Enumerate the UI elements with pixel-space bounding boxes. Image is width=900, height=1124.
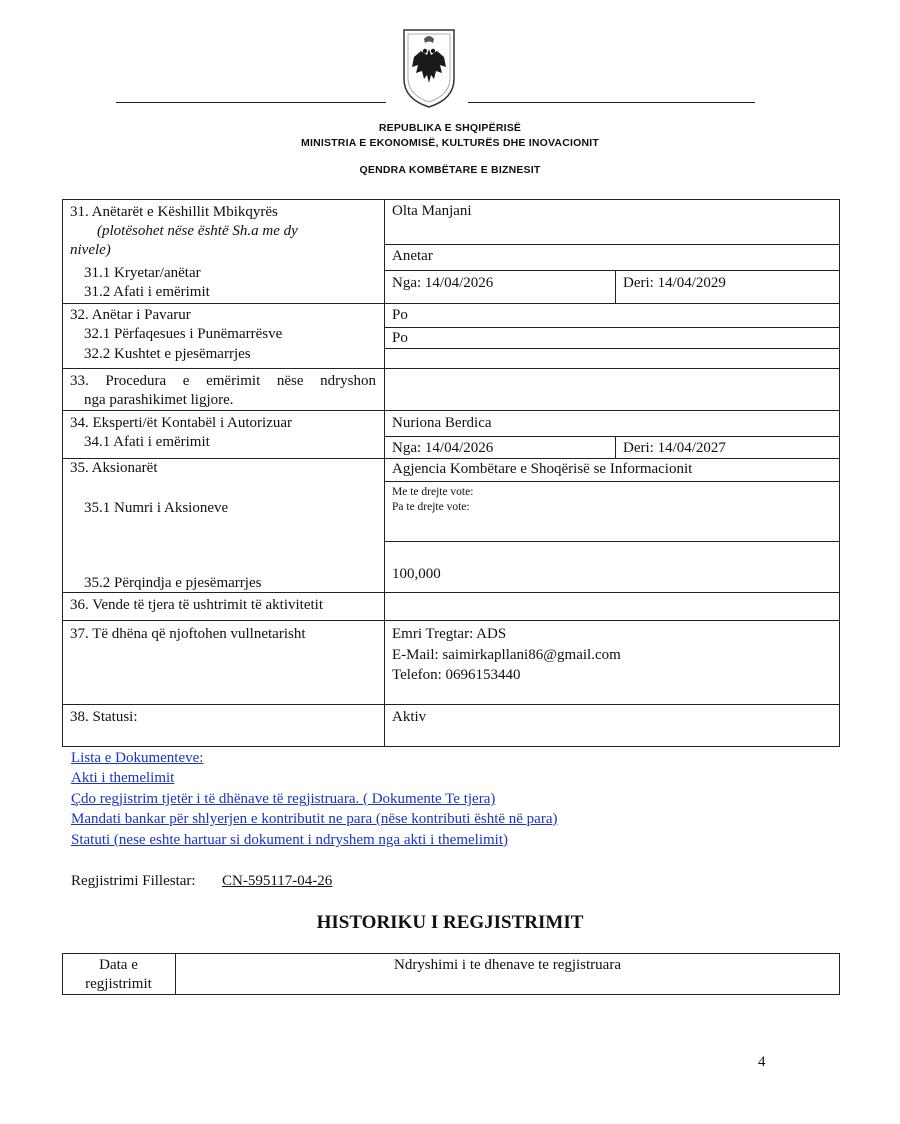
table-line — [62, 458, 840, 459]
row32-value-1: Po — [392, 307, 408, 323]
row32-value-2: Po — [392, 330, 408, 346]
table-border-right — [839, 199, 840, 747]
row35-sub-percentage: 35.2 Përqindja e pjesëmarrjes — [84, 575, 262, 591]
business-center-heading: QENDRA KOMBËTARE E BIZNESIT — [359, 164, 541, 176]
documents-list-link[interactable]: Lista e Dokumenteve: — [71, 750, 204, 766]
row37-label: 37. Të dhëna që njoftohen vullnetarisht — [70, 626, 306, 642]
table-line — [384, 270, 840, 271]
history-date-header — [62, 956, 175, 994]
table-line — [62, 410, 840, 411]
row34-sub-term: 34.1 Afati i emërimit — [84, 434, 210, 450]
table-border-mid — [384, 199, 385, 747]
header-rule-right — [468, 102, 755, 103]
row31-sub-term: 31.2 Afati i emërimit — [84, 284, 210, 300]
table-line — [62, 994, 840, 995]
row31-member-role: Anetar — [392, 248, 433, 264]
table-line — [384, 481, 840, 482]
row38-label: 38. Statusi: — [70, 709, 138, 725]
row31-term-to: Deri: 14/04/2029 — [623, 275, 726, 291]
table-line — [384, 436, 840, 437]
table-line — [62, 746, 840, 747]
initial-registration-label: Regjistrimi Fillestar: — [71, 873, 196, 889]
row38-status-value: Aktiv — [392, 709, 427, 725]
row37-phone: Telefon: 0696153440 — [392, 667, 521, 683]
row33-label: 33. Procedura e emërimit nëse ndryshon — [70, 373, 376, 389]
row34-label: 34. Eksperti/ët Kontabël i Autorizuar — [70, 415, 293, 431]
other-registrations-link[interactable]: Çdo regjistrim tjetër i të dhënave të regjistruara. ( Dokumente Te tjera) — [71, 791, 496, 807]
table-line — [62, 704, 840, 705]
row34-term-to: Deri: 14/04/2027 — [623, 440, 726, 456]
table-line — [384, 541, 840, 542]
row32-label: 32. Anëtar i Pavarur — [70, 307, 191, 323]
bank-mandate-link[interactable]: Mandati bankar për shlyerjen e kontributit ne para (nëse kontributi është në para) — [71, 811, 558, 827]
table-line — [62, 199, 840, 200]
table-line — [384, 327, 840, 328]
table-line — [839, 953, 840, 995]
row31-term-from: Nga: 14/04/2026 — [392, 275, 494, 291]
founding-act-link[interactable]: Akti i themelimit — [71, 770, 175, 786]
row35-sub-shares: 35.1 Numri i Aksioneve — [84, 500, 229, 516]
history-date-header-line2: regjistrimit — [85, 976, 152, 992]
row34-term-from: Nga: 14/04/2026 — [392, 440, 494, 456]
row35-percentage-value: 100,000 — [392, 566, 441, 582]
row34-expert-name: Nuriona Berdica — [392, 415, 492, 431]
initial-registration-number[interactable]: CN-595117-04-26 — [222, 873, 333, 889]
row35-shareholder: Agjencia Kombëtare e Shoqërisë se Informacionit — [392, 461, 693, 477]
row35-voting-shares: Me te drejte vote: — [392, 486, 474, 498]
history-change-header: Ndryshimi i te dhenave te regjistruara — [393, 957, 621, 973]
row31-member-name: Olta Manjani — [392, 203, 472, 219]
history-date-header-line1: Data e — [99, 957, 138, 973]
albanian-coat-of-arms-icon — [400, 27, 458, 109]
table-border-left — [62, 199, 63, 747]
page-number: 4 — [758, 1054, 766, 1070]
table-line — [62, 303, 840, 304]
table-line — [384, 348, 840, 349]
table-line — [62, 953, 840, 954]
row35-label: 35. Aksionarët — [70, 460, 158, 476]
row35-nonvoting-shares: Pa te drejte vote: — [392, 501, 470, 513]
row36-label: 36. Vende të tjera të ushtrimit të aktivitetit — [70, 597, 323, 613]
republic-heading: REPUBLIKA E SHQIPËRISË — [378, 122, 522, 134]
table-line — [384, 244, 840, 245]
statute-link[interactable]: Statuti (nese eshte hartuar si dokument i ndryshem nga akti i themelimit) — [71, 832, 508, 848]
row33-label-cont: nga parashikimet ligjore. — [84, 392, 234, 408]
table-line — [615, 436, 616, 458]
row37-trade-name: Emri Tregtar: ADS — [392, 626, 507, 642]
row31-label: 31. Anëtarët e Këshillit Mbikqyrës — [70, 204, 278, 220]
row31-sub-chair: 31.1 Kryetar/anëtar — [84, 265, 201, 281]
row31-note: (plotësohet nëse është Sh.a me dy — [97, 223, 298, 239]
table-line — [615, 270, 616, 303]
row32-sub-conditions: 32.2 Kushtet e pjesëmarrjes — [84, 346, 251, 362]
table-line — [62, 620, 840, 621]
row37-email: E-Mail: saimirkapllani86@gmail.com — [392, 647, 621, 663]
ministry-heading: MINISTRIA E EKONOMISË, KULTURËS DHE INOVACIONIT — [301, 137, 599, 149]
history-title: HISTORIKU I REGJISTRIMIT — [316, 912, 584, 933]
table-line — [62, 368, 840, 369]
header-rule-left — [116, 102, 386, 103]
row32-sub-employee-rep: 32.1 Përfaqesues i Punëmarrësve — [84, 326, 283, 342]
row31-note-cont: nivele) — [70, 242, 111, 258]
